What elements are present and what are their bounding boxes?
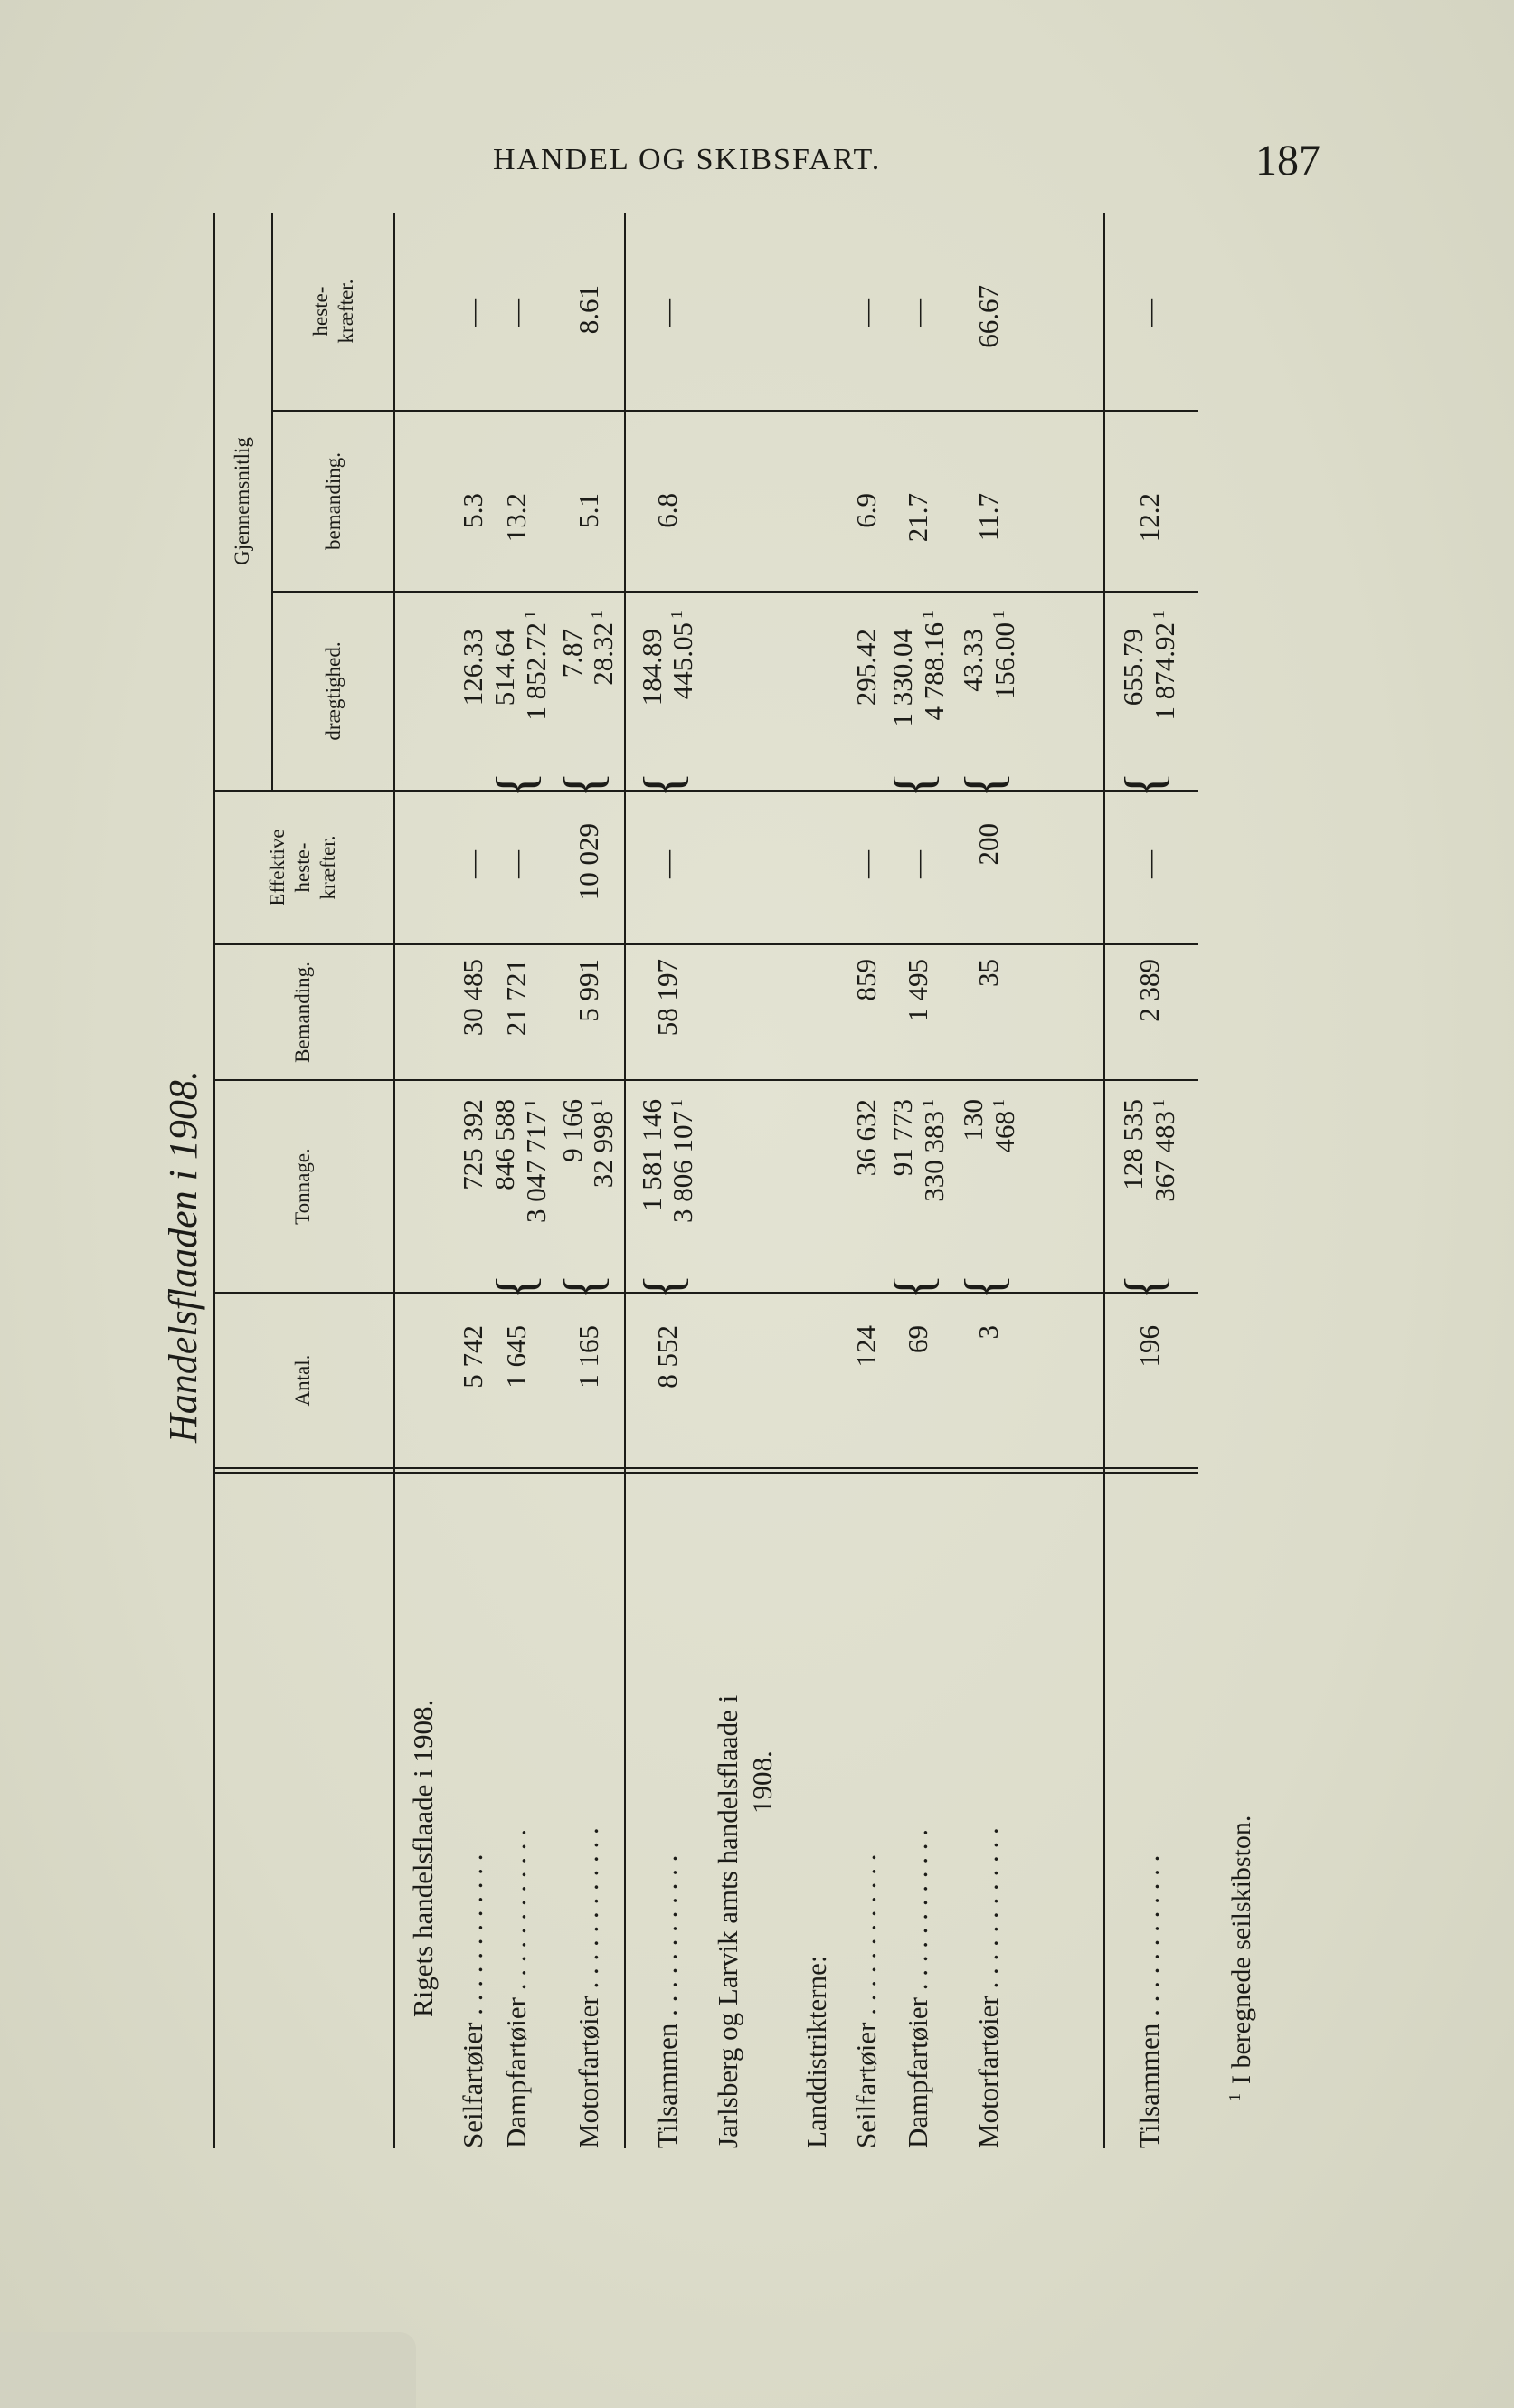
dragtighed-rigets-total: 184.89: [636, 629, 667, 706]
brace-dragtighed-rigets-total: {: [633, 772, 693, 798]
section-jarlsberg-line2: 1908.: [746, 1750, 778, 1814]
dragtighed-rigets-damp: 514.64: [488, 629, 520, 706]
tonnage-rigets-total-seilskibston: 3 806 $107^1$: [667, 1099, 698, 1223]
header-bottom-rule: [393, 213, 395, 2148]
section-rigets: Rigets handelsflaade i 1908.: [407, 1699, 439, 2017]
hestekraefter-rigets-motor: 8.61: [572, 285, 604, 335]
column-rule-5: [271, 591, 1198, 593]
column-rule-6: [271, 410, 1198, 412]
brace-dragtighed-rigets-damp: {: [486, 772, 545, 798]
section-jarlsberg-line1: Jarlsberg og Larvik amts handelsflaade i: [712, 1694, 743, 2148]
dragtighed-rigets-motor: 7.87: [556, 629, 588, 678]
antal-land-seil: 124: [850, 1325, 882, 1368]
hestekraefter-land-damp: —: [902, 299, 933, 327]
dragtighed-land-total-seilskibston: 1 874.92$^1$: [1149, 611, 1180, 721]
effektive-rigets-damp: —: [500, 850, 532, 878]
brace-tonnage-land-damp: {: [884, 1274, 943, 1300]
gj-bemanding-rigets-motor: 5.1: [572, 493, 604, 528]
brace-tonnage-rigets-total: {: [633, 1274, 693, 1300]
header-gjennemsnitlig: Gjennemsnitlig: [230, 437, 253, 565]
gj-bemanding-land-damp: 21.7: [902, 493, 933, 543]
rotated-table-page: [161, 213, 1262, 2148]
antal-rigets-motor: 1 165: [572, 1325, 604, 1389]
antal-land-motor: 3: [972, 1325, 1004, 1340]
gj-bemanding-land-motor: 11.7: [972, 493, 1004, 542]
tonnage-land-damp-seilskibston: 330 $383^1$: [918, 1099, 950, 1202]
brace-dragtighed-land-total: {: [1114, 772, 1174, 798]
dragtighed-rigets-motor-seilskibston: 28.32$^1$: [587, 611, 619, 686]
tonnage-land-motor-seilskibston: $468^1$: [989, 1099, 1020, 1153]
dragtighed-rigets-seil: 126.33: [457, 629, 488, 706]
hestekraefter-land-motor: 66.67: [972, 285, 1004, 348]
tonnage-rigets-damp: 846 588: [488, 1099, 520, 1190]
header-dragtighed: drægtighed.: [321, 641, 345, 741]
effektive-rigets-motor: 10 029: [572, 823, 604, 901]
row-label-rigets-motorfartoier: Motorfartøier . . . . . . . . . . . .: [572, 1827, 604, 2148]
tonnage-rigets-motor: 9 166: [556, 1099, 588, 1162]
bemanding-land-damp: 1 495: [902, 959, 933, 1022]
header-gj-bemanding: bemanding.: [321, 452, 345, 550]
section-landdistrikterne: Landdistrikterne:: [800, 1955, 832, 2148]
hestekraefter-land-seil: —: [850, 299, 882, 327]
tonnage-land-seil: 36 632: [850, 1099, 882, 1177]
effektive-rigets-seil: —: [457, 850, 488, 878]
bemanding-rigets-damp: 21 721: [500, 959, 532, 1037]
header-hestekraefter: heste- kræfter.: [308, 279, 357, 344]
header-antal: Antal.: [291, 1354, 314, 1407]
bemanding-rigets-total: 58 197: [651, 959, 683, 1037]
bemanding-land-seil: 859: [850, 959, 882, 1001]
row-label-rigets-seilfartoier: Seilfartøier . . . . . . . . . . . .: [457, 1853, 488, 2148]
dragtighed-land-motor-seilskibston: 156.00$^1$: [989, 611, 1020, 700]
running-head: HANDEL OG SKIBSFART.: [493, 143, 882, 176]
bemanding-rigets-seil: 30 485: [457, 959, 488, 1037]
brace-tonnage-land-motor: {: [954, 1274, 1014, 1300]
landdistrikt-total-rule: [1103, 213, 1105, 2148]
hestekraefter-land-total: —: [1133, 299, 1165, 327]
row-label-land-motorfartoier: Motorfartøier . . . . . . . . . . . .: [972, 1827, 1004, 2148]
gj-bemanding-rigets-damp: 13.2: [500, 493, 532, 543]
label-column-divider: [213, 1472, 1198, 1474]
antal-land-damp: 69: [902, 1325, 933, 1353]
hestekraefter-rigets-damp: —: [500, 299, 532, 327]
effektive-land-damp: —: [902, 850, 933, 878]
hestekraefter-rigets-seil: —: [457, 299, 488, 327]
dragtighed-land-damp-seilskibston: 4 788.16$^1$: [918, 611, 950, 721]
tonnage-land-damp: 91 773: [886, 1099, 918, 1177]
gj-bemanding-land-seil: 6.9: [850, 493, 882, 528]
gj-bemanding-land-total: 12.2: [1133, 493, 1165, 543]
dragtighed-land-motor: 43.33: [957, 629, 989, 692]
page-number: 187: [1255, 137, 1320, 185]
brace-dragtighed-rigets-motor: {: [554, 772, 613, 798]
brace-tonnage-land-total: {: [1114, 1274, 1174, 1300]
gj-bemanding-rigets-seil: 5.3: [457, 493, 488, 528]
tonnage-land-motor: 130: [957, 1099, 989, 1142]
header-tonnage: Tonnage.: [291, 1148, 314, 1225]
bemanding-land-total: 2 389: [1133, 959, 1165, 1022]
page-header: [0, 0, 1514, 217]
effektive-land-total: —: [1133, 850, 1165, 878]
row-label-rigets-tilsammen: Tilsammen . . . . . . . . . . . .: [651, 1854, 683, 2148]
hestekraefter-rigets-total: —: [651, 299, 683, 327]
table-title: Handelsflaaden i 1908.: [161, 1070, 205, 1443]
antal-rigets-damp: 1 645: [500, 1325, 532, 1389]
row-label-land-dampfartoier: Dampfartøier . . . . . . . . . . . .: [902, 1829, 933, 2148]
dragtighed-rigets-damp-seilskibston: 1 852.72$^1$: [520, 611, 552, 721]
bemanding-rigets-motor: 5 991: [572, 959, 604, 1022]
gj-bemanding-rigets-total: 6.8: [651, 493, 683, 528]
effektive-land-motor: 200: [972, 823, 1004, 866]
bemanding-land-motor: 35: [972, 959, 1004, 987]
dragtighed-land-damp: 1 330.04: [886, 629, 918, 727]
footnote: $^1$I beregnede seilskibston.: [1225, 1815, 1256, 2101]
row-label-land-tilsammen: Tilsammen . . . . . . . . . . . .: [1133, 1854, 1165, 2148]
effektive-land-seil: —: [850, 850, 882, 878]
tonnage-rigets-total: 1 581 146: [636, 1099, 667, 1211]
antal-rigets-seil: 5 742: [457, 1325, 488, 1389]
antal-rigets-total: 8 552: [651, 1325, 683, 1389]
row-label-land-seilfartoier: Seilfartøier . . . . . . . . . . . .: [850, 1853, 882, 2148]
brace-tonnage-rigets-damp: {: [486, 1274, 545, 1300]
row-label-rigets-dampfartoier: Dampfartøier . . . . . . . . . . . .: [500, 1829, 532, 2148]
tonnage-rigets-seil: 725 392: [457, 1099, 488, 1190]
brace-tonnage-rigets-motor: {: [554, 1274, 613, 1300]
label-column-divider-2: [213, 1467, 1198, 1469]
header-effektive-hestekraefter: Effektive heste- kræfter.: [266, 829, 339, 906]
brace-dragtighed-land-damp: {: [884, 772, 943, 798]
antal-land-total: 196: [1133, 1325, 1165, 1368]
tonnage-land-total-seilskibston: 367 $483^1$: [1149, 1099, 1180, 1202]
rigets-total-rule: [624, 213, 626, 2148]
dragtighed-land-seil: 295.42: [850, 629, 882, 706]
brace-dragtighed-land-motor: {: [954, 772, 1014, 798]
scan-edge: [0, 2332, 416, 2408]
tonnage-rigets-damp-seilskibston: 3 047 $717^1$: [520, 1099, 552, 1223]
header-bemanding: Bemanding.: [291, 962, 314, 1063]
dragtighed-rigets-total-seilskibston: 445.05$^1$: [667, 611, 698, 700]
tonnage-rigets-motor-seilskibston: 32 $998^1$: [587, 1099, 619, 1189]
tonnage-land-total: 128 535: [1117, 1099, 1149, 1190]
dragtighed-land-total: 655.79: [1117, 629, 1149, 706]
effektive-rigets-total: —: [651, 850, 683, 878]
